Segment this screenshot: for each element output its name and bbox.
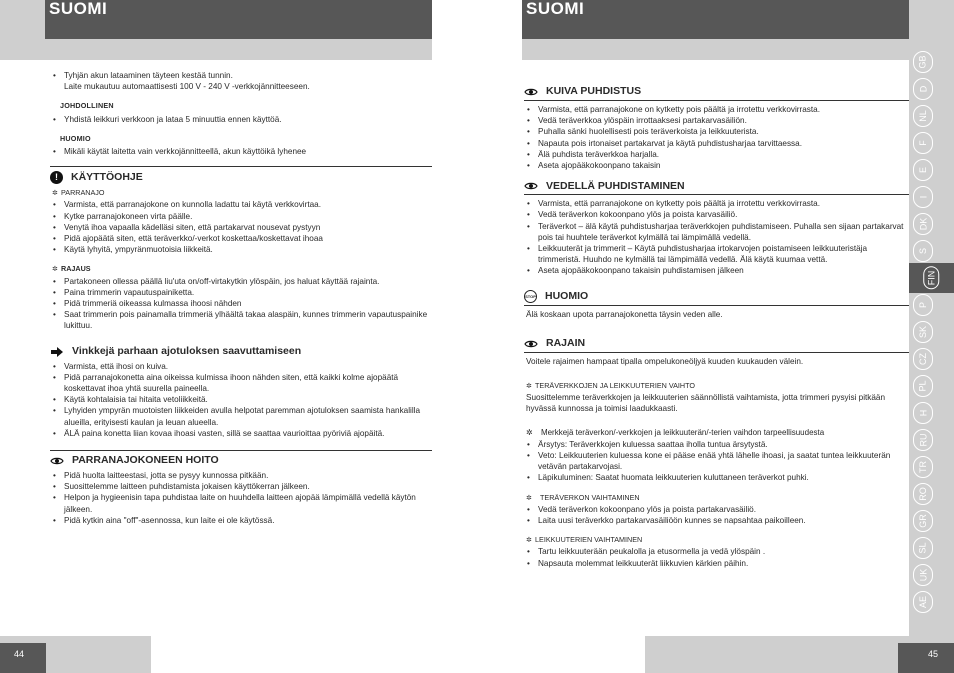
- list-item: • Pidä parranajokonetta aina oikeissa kulmissa ihoon nähden siten, että kaikki kolme ajopäätä koskettavat ihoa yhtä suurella paineella.: [50, 372, 432, 394]
- leikkuuterien-list: [524, 546, 909, 568]
- left-page-number: 44: [0, 643, 46, 673]
- language-tab-ru[interactable]: RU: [913, 429, 933, 451]
- gear-icon: ✲: [52, 264, 59, 274]
- language-tab-dk[interactable]: DK: [913, 213, 933, 235]
- list-item: • Pidä kytkin aina "off"-asennossa, kun laite ei ole käytössä.: [50, 515, 432, 526]
- list-item: • Saat trimmerin pois painamalla trimmeriä ylhäältä takaa alaspäin, kunnes trimmerin vapautuspainike lukittuu.: [50, 309, 432, 331]
- section-huomio: [524, 290, 909, 306]
- list-item: • Varmista, että ihosi on kuiva.: [50, 361, 432, 372]
- section-title: KUIVA PUHDISTUS: [546, 85, 642, 98]
- language-tab-pl[interactable]: PL: [913, 375, 933, 397]
- johdollinen-list: [50, 114, 432, 125]
- eye-icon: [50, 455, 64, 467]
- right-column: [524, 86, 909, 569]
- section-vinkkeja: [50, 342, 432, 358]
- list-item: • Leikkuuterät ja trimmerit – Käytä puhdistusharjaa irtokarvojen poistamiseen leikkuuteristäja trimmeristä. Huuhdo ne kylmällä tai lämpimällä vedellä. Älä käytä kuumaa vettä.: [524, 243, 909, 265]
- rajaus-title: ✲ RAJAUS: [52, 264, 91, 274]
- eye-icon: [524, 338, 538, 350]
- list-item: • Pidä trimmeriä oikeassa kulmassa ihoosi nähden: [50, 298, 432, 309]
- list-item: • Käytä lyhyitä, ympyränmuotoisia liikkeitä.: [50, 244, 432, 255]
- section-title: PARRANAJOKONEEN HOITO: [72, 454, 219, 467]
- eye-icon: [524, 180, 538, 192]
- list-item: • Läpikuluminen: Saatat huomata leikkuuterien kuluttaneen teräverkot puhki.: [524, 472, 909, 483]
- kuiva-list: [524, 104, 909, 171]
- section-title: RAJAIN: [546, 337, 586, 350]
- section-title: HUOMIO: [545, 289, 589, 302]
- list-item: • Laita uusi teräverkko partakarvasäiliöön kunnes se napsahtaa paikoilleen.: [524, 515, 909, 526]
- list-item: • Älä puhdista teräverkkoa harjalla.: [524, 149, 909, 160]
- list-item: • Varmista, että parranajokone on kytketty pois päältä ja irrotettu verkkovirrasta.: [524, 198, 909, 209]
- huomio-list: [50, 146, 432, 157]
- rajaus-list: [50, 276, 432, 332]
- language-tab-nl[interactable]: NL: [913, 105, 933, 127]
- merkit-list: [524, 439, 909, 484]
- gear-icon: ✲: [526, 492, 533, 502]
- rajain-text: Voitele rajaimen hampaat tipalla ompelukoneöljyä kuuden kuukauden välein.: [526, 356, 804, 366]
- list-item: • Tartu leikkuuterään peukalolla ja etusormella ja vedä ylöspäin .: [524, 546, 909, 557]
- language-tab-sl[interactable]: SL: [913, 537, 933, 559]
- vaihto-text: Suosittelemme teräverkkojen ja leikkuuterien säännöllistä vaihtamista, jotta trimmeri pysyisi pitkään hyvässä kunnossa ja toimisi laadukkaasti.: [526, 393, 886, 414]
- section-title: Vinkkejä parhaan ajotuloksen saavuttamiseen: [72, 345, 302, 358]
- list-item: • Aseta ajopääkokoonpano takaisin: [524, 160, 909, 171]
- language-tab-p[interactable]: P: [913, 294, 933, 316]
- johdollinen-title: JOHDOLLINEN: [60, 101, 114, 111]
- language-tab-cz[interactable]: CZ: [913, 348, 933, 370]
- right-page-number: 45: [898, 643, 954, 673]
- list-item: • Varmista, että parranajokone on kunnolla ladattu tai käytä verkkovirtaa.: [50, 199, 432, 210]
- stop-icon: STOP: [524, 290, 537, 303]
- list-item: • Vedä teräverkkoa ylöspäin irrottaaksesi partakarvasäiliön.: [524, 115, 909, 126]
- language-tab-sk[interactable]: SK: [913, 321, 933, 343]
- list-item: • Ärsytys: Teräverkkojen kuluessa saattaa iholla tuntua ärsytystä.: [524, 439, 909, 450]
- list-item: • Puhalla sänki huolellisesti pois teräverkoista ja leikkuuterista.: [524, 126, 909, 137]
- language-tab-d[interactable]: D: [913, 78, 933, 100]
- section-rajain: [524, 338, 909, 353]
- list-item: • Mikäli käytät laitetta vain verkkojännitteellä, akun käyttöikä lyhenee: [50, 146, 432, 157]
- vaihto-title: ✲ TERÄVERKKOJEN JA LEIKKUUTERIEN VAIHTO: [526, 381, 695, 391]
- left-column: [50, 70, 432, 526]
- eye-icon: [524, 86, 538, 98]
- list-item: • Veto: Leikkuuterien kuluessa kone ei pääse enää yhtä lähelle ihoasi, ja saatat tuntea leikkuuterän vetävän partakarvojasi.: [524, 450, 909, 472]
- right-page-title: SUOMI: [522, 0, 909, 39]
- list-item: • Kytke parranajokoneen virta päälle.: [50, 211, 432, 222]
- section-kuiva: [524, 86, 909, 101]
- list-item: • Teräverkot – älä käytä puhdistusharjaa teräverkkojen puhdistamiseen. Puhalla sen sijaan partakarvat pois tai huuhtele teräverkot kylmällä tai lämpimällä vedellä.: [524, 221, 909, 243]
- list-item: • Yhdistä leikkuri verkkoon ja lataa 5 minuuttia ennen käyttöä.: [50, 114, 432, 125]
- intro-list: [50, 70, 432, 92]
- parranajo-title: ✲ PARRANAJO: [52, 188, 105, 198]
- list-item: • Partakoneen ollessa päällä liu'uta on/off-virtakytkin ylöspäin, jos haluat käyttää rajainta.: [50, 276, 432, 287]
- list-item: • Pidä ajopäätä siten, että teräverkko/-verkot koskettaa/koskettavat ihoaa: [50, 233, 432, 244]
- vinkkeja-list: [50, 361, 432, 439]
- list-item: • Lyhyiden ympyrän muotoisten liikkeiden avulla helpotat paremman ajotuloksen saamista hankalilla alueilla, erityisesti kaulan ja leuan alueella.: [50, 405, 432, 427]
- merkit-title: ✲ Merkkejä teräverkon/-verkkojen ja leikkuuterän/-terien vaihdon tarpeellisuudesta: [526, 427, 825, 437]
- language-tab-tr[interactable]: TR: [913, 456, 933, 478]
- list-item: • Vedä teräverkon kokoonpano ylös ja poista karvasäiliö.: [524, 209, 909, 220]
- list-item: • Napauta pois irtonaiset partakarvat ja käytä puhdistusharjaa tarvittaessa.: [524, 138, 909, 149]
- language-tab-gb[interactable]: GB: [913, 51, 933, 73]
- arrow-right-icon: [50, 346, 64, 358]
- left-page-title: SUOMI: [45, 0, 432, 39]
- warning-icon: !: [50, 171, 63, 184]
- leikkuuterien-title: ✲ LEIKKUUTERIEN VAIHTAMINEN: [526, 535, 643, 545]
- list-item: • Pidä huolta laitteestasi, jotta se pysyy kunnossa pitkään.: [50, 470, 432, 481]
- huomio-text: Älä koskaan upota parranajokonetta täysin veden alle.: [526, 309, 723, 319]
- list-item: • Helpon ja hygieenisin tapa puhdistaa laite on huuhdella laitteen ajopää lämpimällä vedellä käytön jälkeen.: [50, 492, 432, 514]
- list-item: • Varmista, että parranajokone on kytketty pois päältä ja irrotettu verkkovirrasta.: [524, 104, 909, 115]
- list-item: • Käytä kohtalaisia tai hitaita vetoliikkeitä.: [50, 394, 432, 405]
- list-item: • Vedä teräverkon kokoonpano ylös ja poista partakarvasäiliö.: [524, 504, 909, 515]
- list-item: • Paina trimmerin vapautuspainiketta.: [50, 287, 432, 298]
- language-tab-f[interactable]: F: [913, 132, 933, 154]
- vedella-list: [524, 198, 909, 276]
- language-tab-uk[interactable]: UK: [913, 564, 933, 586]
- gear-icon: ✲: [526, 427, 533, 437]
- list-item: • Napsauta molemmat leikkuuterät liikkuvien kärkien päihin.: [524, 558, 909, 569]
- language-tab-gr[interactable]: GR: [913, 510, 933, 532]
- gear-icon: ✲: [526, 535, 533, 545]
- list-item: • ÄLÄ paina konetta liian kovaa ihoasi vasten, sillä se saattaa vaurioittaa pyöriviä ajopäitä.: [50, 428, 432, 439]
- page-gutter: [432, 0, 522, 673]
- list-item: • Venytä ihoa vapaalla kädelläsi siten, että partakarvat nousevat pystyyn: [50, 222, 432, 233]
- gear-icon: ✲: [52, 188, 59, 198]
- language-tab-ro[interactable]: RO: [913, 483, 933, 505]
- language-tab-fin[interactable]: FIN: [909, 263, 954, 293]
- section-title: KÄYTTÖOHJE: [71, 171, 143, 184]
- verkko-title: ✲ TERÄVERKON VAIHTAMINEN: [526, 492, 640, 502]
- language-tab-e[interactable]: E: [913, 159, 933, 181]
- list-item: • Suosittelemme laitteen puhdistamista jokaisen käyttökerran jälkeen.: [50, 481, 432, 492]
- huomio-title: HUOMIO: [60, 133, 91, 143]
- language-tab-h[interactable]: H: [913, 402, 933, 424]
- section-kayttoohje: [50, 166, 432, 184]
- verkko-list: [524, 504, 909, 526]
- section-title: VEDELLÄ PUHDISTAMINEN: [546, 179, 685, 192]
- language-tab-ae[interactable]: AE: [913, 591, 933, 613]
- gear-icon: ✲: [526, 381, 533, 391]
- hoito-list: [50, 470, 432, 526]
- section-vedella: [524, 180, 909, 195]
- language-tab-s[interactable]: S: [913, 240, 933, 262]
- parranajo-list: [50, 199, 432, 255]
- language-tab-i[interactable]: I: [913, 186, 933, 208]
- list-item: • Tyhjän akun lataaminen täyteen kestää tunnin. Laite mukautuu automaattisesti 100 V - 240 V -verkkojännitteeseen.: [50, 70, 432, 92]
- list-item: • Aseta ajopääkokoonpano takaisin puhdistamisen jälkeen: [524, 265, 909, 276]
- section-hoito: [50, 450, 432, 467]
